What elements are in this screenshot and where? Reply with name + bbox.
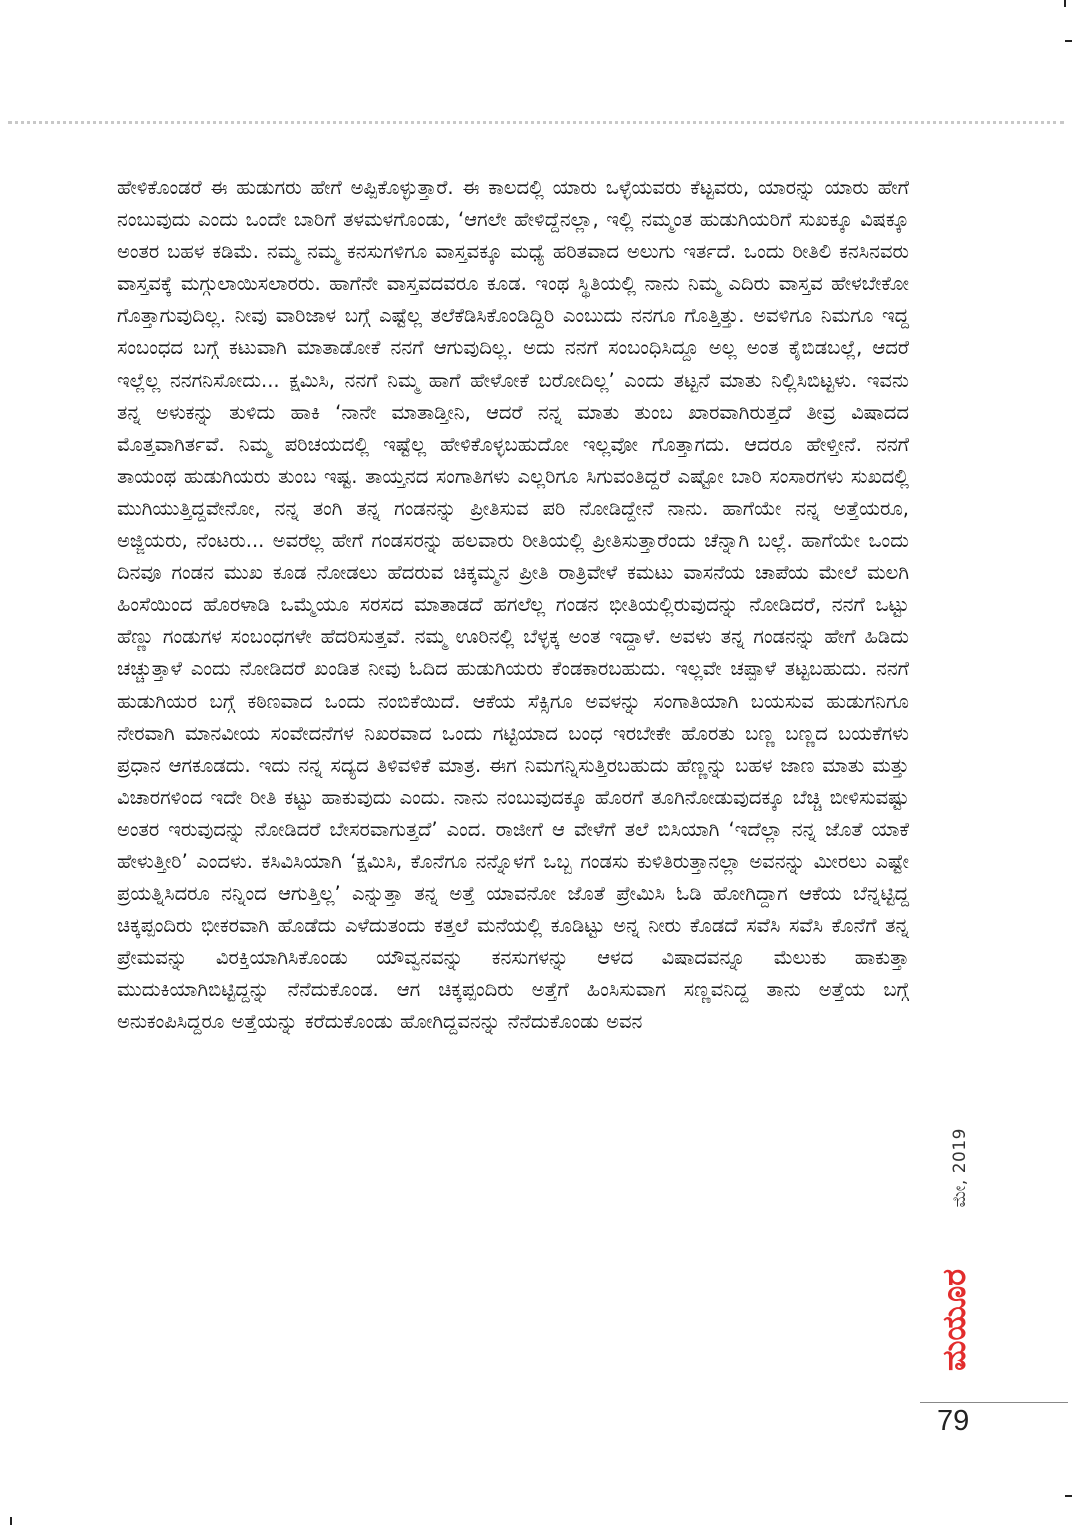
issue-date: ಮೇ, 2019 xyxy=(950,1128,970,1208)
article-body-text: ಹೇಳಿಕೊಂಡರೆ ಈ ಹುಡುಗರು ಹೇಗೆ ಅಪ್ಪಿಕೊಳ್ಳುತ್ತಾರೆ. ಈ ಕಾಲದಲ್ಲಿ ಯಾರು ಒಳ್ಳೆಯವರು ಕೆಟ್ಟವರು, ಯಾರನ್ನು ಯಾರು ಹೇಗೆ ನಂಬುವುದು ಎಂದು ಒಂದೇ ಬಾರಿಗೆ ತಳಮಳಗೊಂಡು, ‘ಆಗಲೇ ಹೇಳಿದ್ದೆನಲ್ಲಾ, ಇಲ್ಲಿ ನಮ್ಮಂತ ಹುಡುಗಿಯರಿಗೆ ಸುಖಕ್ಕೂ ವಿಷಕ್ಕೂ ಅಂತರ ಬಹಳ ಕಡಿಮೆ. ನಮ್ಮ ನಮ್ಮ ಕನಸುಗಳಿಗೂ ವಾಸ್ತವಕ್ಕೂ ಮಧ್ಯೆ ಹರಿತವಾದ ಅಲುಗು ಇರ್ತದೆ. ಒಂದು ರೀತಿಲಿ ಕನಸಿನವರು ವಾಸ್ತವಕ್ಕೆ ಮಗ್ಗುಲಾಯಿಸಲಾರರು. ಹಾಗೆನೇ ವಾಸ್ತವದವರೂ ಕೂಡ. ಇಂಥ ಸ್ಥಿತಿಯಲ್ಲಿ ನಾನು ನಿಮ್ಮ ಎದಿರು ವಾಸ್ತವ ಹೇಳಬೇಕೋ ಗೊತ್ತಾಗುವುದಿಲ್ಲ. ನೀವು ವಾರಿಜಾಳ ಬಗ್ಗೆ ಎಷ್ಟೆಲ್ಲ ತಲೆಕೆಡಿಸಿಕೊಂಡಿದ್ದಿರಿ ಎಂಬುದು ನನಗೂ ಗೊತ್ತಿತ್ತು. ಅವಳಿಗೂ ನಿಮಗೂ ಇದ್ದ ಸಂಬಂಧದ ಬಗ್ಗೆ ಕಟುವಾಗಿ ಮಾತಾಡೋಕೆ ನನಗೆ ಆಗುವುದಿಲ್ಲ. ಅದು ನನಗೆ ಸಂಬಂಧಿಸಿದ್ದೂ ಅಲ್ಲ ಅಂತ ಕೈಬಿಡಬಲ್ಲೆ, ಆದರೆ ಇಲ್ಲೆಲ್ಲ ನನಗನಿಸೋದು... ಕ್ಷಮಿಸಿ, ನನಗೆ ನಿಮ್ಮ ಹಾಗೆ ಹೇಳೋಕೆ ಬರೋದಿಲ್ಲ’ ಎಂದು ತಟ್ಟನೆ ಮಾತು ನಿಲ್ಲಿಸಿಬಿಟ್ಟಳು. ಇವನು ತನ್ನ ಅಳುಕನ್ನು ತುಳಿದು ಹಾಕಿ ‘ನಾನೇ ಮಾತಾಡ್ತೀನಿ, ಆದರೆ ನನ್ನ ಮಾತು ತುಂಬ ಖಾರವಾಗಿರುತ್ತದೆ ತೀವ್ರ ವಿಷಾದದ ಮೊತ್ತವಾಗಿರ್ತವೆ. ನಿಮ್ಮ ಪರಿಚಯದಲ್ಲಿ ಇಷ್ಟೆಲ್ಲ ಹೇಳಿಕೊಳ್ಳಬಹುದೋ ಇಲ್ಲವೋ ಗೊತ್ತಾಗದು. ಆದರೂ ಹೇಳ್ತೀನೆ. ನನಗೆ ತಾಯಂಥ ಹುಡುಗಿಯರು ತುಂಬ ಇಷ್ಟ. ತಾಯ್ತನದ ಸಂಗಾತಿಗಳು ಎಲ್ಲರಿಗೂ ಸಿಗುವಂತಿದ್ದರೆ ಎಷ್ಟೋ ಬಾರಿ ಸಂಸಾರಗಳು ಸುಖದಲ್ಲಿ ಮುಗಿಯುತ್ತಿದ್ದವೇನೋ, ನನ್ನ ತಂಗಿ ತನ್ನ ಗಂಡನನ್ನು ಪ್ರೀತಿಸುವ ಪರಿ ನೋಡಿದ್ದೇನೆ ನಾನು. ಹಾಗೆಯೇ ನನ್ನ ಅತ್ತೆಯರೂ, ಅಜ್ಜಿಯರು, ನೆಂಟರು... ಅವರೆಲ್ಲ ಹೇಗೆ ಗಂಡಸರನ್ನು ಹಲವಾರು ರೀತಿಯಲ್ಲಿ ಪ್ರೀತಿಸುತ್ತಾರೆಂದು ಚೆನ್ನಾಗಿ ಬಲ್ಲೆ. ಹಾಗೆಯೇ ಒಂದು ದಿನವೂ ಗಂಡನ ಮುಖ ಕೂಡ ನೋಡಲು ಹೆದರುವ ಚಿಕ್ಕಮ್ಮನ ಪ್ರೀತಿ ರಾತ್ರಿವೇಳೆ ಕಮಟು ವಾಸನೆಯ ಚಾಪೆಯ ಮೇಲೆ ಮಲಗಿ ಹಿಂಸೆಯಿಂದ ಹೊರಳಾಡಿ ಒಮ್ಮೆಯೂ ಸರಸದ ಮಾತಾಡದೆ ಹಗಲೆಲ್ಲ ಗಂಡನ ಭೀತಿಯಲ್ಲಿರುವುದನ್ನು ನೋಡಿದರೆ, ನನಗೆ ಒಟ್ಟು ಹೆಣ್ಣು ಗಂಡುಗಳ ಸಂಬಂಧಗಳೇ ಹೆದರಿಸುತ್ತವೆ. ನಮ್ಮ ಊರಿನಲ್ಲಿ ಬೆಳ್ಳಕ್ಕ ಅಂತ ಇದ್ದಾಳೆ. ಅವಳು ತನ್ನ ಗಂಡನನ್ನು ಹೇಗೆ ಹಿಡಿದು ಚಚ್ಚುತ್ತಾಳೆ ಎಂದು ನೋಡಿದರೆ ಖಂಡಿತ ನೀವು ಓದಿದ ಹುಡುಗಿಯರು ಕೆಂಡಕಾರಬಹುದು. ಇಲ್ಲವೇ ಚಪ್ಪಾಳೆ ತಟ್ಟಬಹುದು. ನನಗೆ ಹುಡುಗಿಯರ ಬಗ್ಗೆ ಕಠಿಣವಾದ ಒಂದು ನಂಬಿಕೆಯಿದೆ. ಆಕೆಯ ಸೆಕ್ಸಿಗೂ ಅವಳನ್ನು ಸಂಗಾತಿಯಾಗಿ ಬಯಸುವ ಹುಡುಗನಿಗೂ ನೇರವಾಗಿ ಮಾನವೀಯ ಸಂವೇದನೆಗಳ ನಿಖರವಾದ ಒಂದು ಗಟ್ಟಿಯಾದ ಬಂಧ ಇರಬೇಕೇ ಹೊರತು ಬಣ್ಣ ಬಣ್ಣದ ಬಯಕೆಗಳು ಪ್ರಧಾನ ಆಗಕೂಡದು. ಇದು ನನ್ನ ಸದ್ಯದ ತಿಳಿವಳಿಕೆ ಮಾತ್ರ. ಈಗ ನಿಮಗನ್ನಿಸುತ್ತಿರಬಹುದು ಹೆಣ್ಣನ್ನು ಬಹಳ ಜಾಣ ಮಾತು ಮತ್ತು ವಿಚಾರಗಳಿಂದ ಇದೇ ರೀತಿ ಕಟ್ಟು ಹಾಕುವುದು ಎಂದು. ನಾನು ನಂಬುವುದಕ್ಕೂ ಹೊರಗೆ ತೂಗಿನೋಡುವುದಕ್ಕೂ ಬೆಚ್ಚಿ ಬೀಳಿಸುವಷ್ಟು ಅಂತರ ಇರುವುದನ್ನು ನೋಡಿದರೆ ಬೇಸರವಾಗುತ್ತದೆ’ ಎಂದ. ರಾಜೀಗೆ ಆ ವೇಳೆಗೆ ತಲೆ ಬಿಸಿಯಾಗಿ ‘ಇದೆಲ್ಲಾ ನನ್ನ ಜೊತೆ ಯಾಕೆ ಹೇಳುತ್ತೀರಿ’ ಎಂದಳು. ಕಸಿವಿಸಿಯಾಗಿ ‘ಕ್ಷಮಿಸಿ, ಕೊನೆಗೂ ನನ್ನೊಳಗೆ ಒಬ್ಬ ಗಂಡಸು ಕುಳಿತಿರುತ್ತಾನಲ್ಲಾ ಅವನನ್ನು ಮೀರಲು ಎಷ್ಟೇ ಪ್ರಯತ್ನಿಸಿದರೂ ನನ್ನಿಂದ ಆಗುತ್ತಿಲ್ಲ’ ಎನ್ನುತ್ತಾ ತನ್ನ ಅತ್ತೆ ಯಾವನೋ ಜೊತೆ ಪ್ರೇಮಿಸಿ ಓಡಿ ಹೋಗಿದ್ದಾಗ ಆಕೆಯ ಬೆನ್ನಟ್ಟಿದ್ದ ಚಿಕ್ಕಪ್ಪಂದಿರು ಭೀಕರವಾಗಿ ಹೊಡೆದು ಎಳೆದುತಂದು ಕತ್ತಲೆ ಮನೆಯಲ್ಲಿ ಕೂಡಿಟ್ಟು ಅನ್ನ ನೀರು ಕೊಡದೆ ಸವೆಸಿ ಸವೆಸಿ ಕೊನೆಗೆ ತನ್ನ ಪ್ರೇಮವನ್ನು ವಿರಕ್ತಿಯಾಗಿಸಿಕೊಂಡು ಯೌವ್ವನವನ್ನು ಕನಸುಗಳನ್ನು ಆಳದ ವಿಷಾದವನ್ನೂ ಮೆಲುಕು ಹಾಕುತ್ತಾ ಮುದುಕಿಯಾಗಿಬಿಟ್ಟಿದ್ದನ್ನು ನೆನೆದುಕೊಂಡ. ಆಗ ಚಿಕ್ಕಪ್ಪಂದಿರು ಅತ್ತೆಗೆ ಹಿಂಸಿಸುವಾಗ ಸಣ್ಣವನಿದ್ದ ತಾನು ಅತ್ತೆಯ ಬಗ್ಗೆ ಅನುಕಂಪಿಸಿದ್ದರೂ ಅತ್ತೆಯನ್ನು ಕರೆದುಕೊಂಡು ಹೋಗಿದ್ದವನನ್ನು ನೆನೆದುಕೊಂಡು ಅವನ xyxy=(117,176,909,1034)
page-number-rule xyxy=(920,1402,1068,1403)
page-number: 79 xyxy=(937,1405,970,1437)
crop-mark-right-lower xyxy=(1065,1495,1072,1497)
crop-mark-right-upper xyxy=(1065,40,1072,42)
crop-mark-bottom-left xyxy=(10,1517,12,1525)
header-dotted-rule xyxy=(8,121,1064,124)
crop-mark-top-right xyxy=(1064,0,1066,7)
magazine-logo: ಮಯೂರ xyxy=(935,1268,973,1372)
